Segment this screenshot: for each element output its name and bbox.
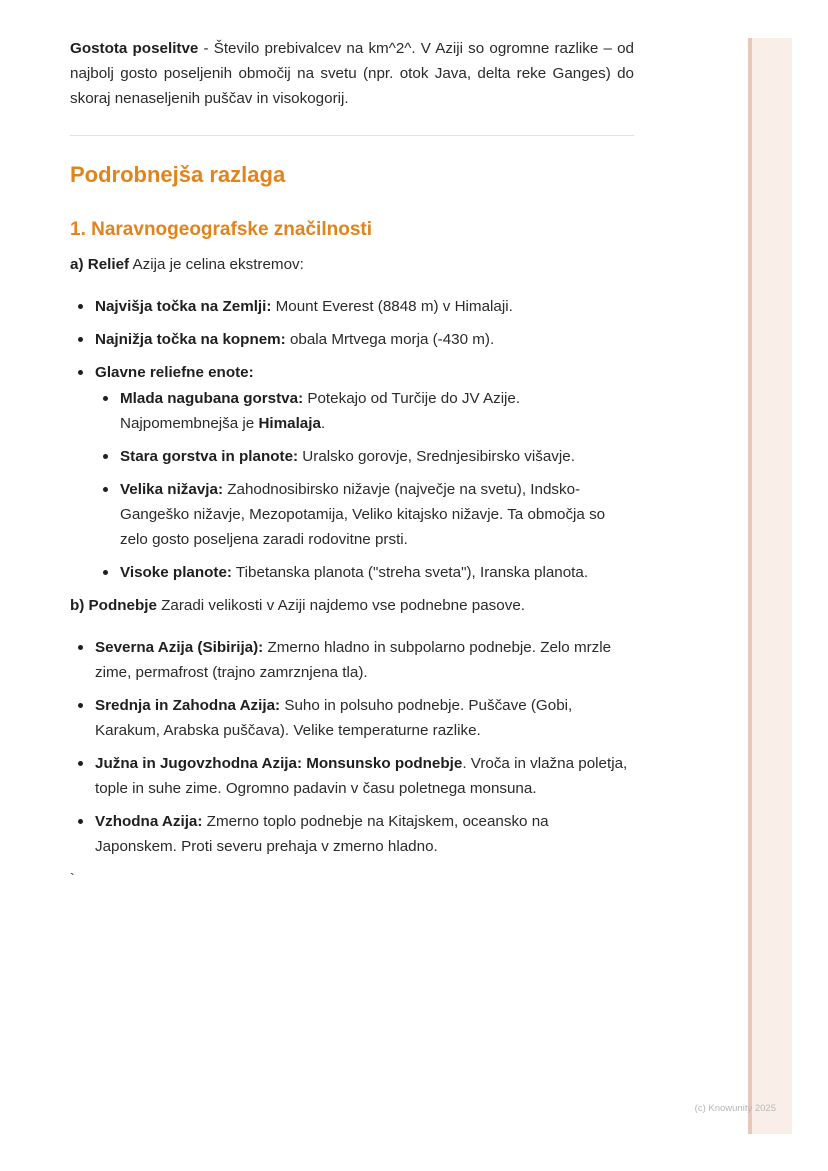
copyright-footer: (c) Knowunity 2025 (694, 1103, 776, 1114)
list-item (95, 635, 634, 685)
sublist-item (120, 477, 634, 552)
relief-sublist (95, 386, 634, 585)
climate-label: b) Podnebje (70, 597, 157, 614)
list-item-text: Mount Everest (8848 m) v Himalaji. (271, 298, 513, 315)
list-item (95, 751, 634, 801)
relief-label: a) Relief (70, 256, 130, 273)
list-item (95, 327, 634, 352)
list-item-term: Glavne reliefne enote: (95, 364, 254, 381)
list-item-term: Najnižja točka na kopnem: (95, 331, 286, 348)
list-item (95, 809, 634, 859)
relief-list (70, 294, 634, 585)
list-item-emphasis: Himalaja (258, 415, 321, 432)
page-side-strip (748, 38, 792, 1134)
list-item-term: Najvišja točka na Zemlji: (95, 298, 272, 315)
list-item-term: Stara gorstva in planote: (120, 448, 299, 465)
sublist-item (120, 386, 634, 436)
list-item-text: Tibetanska planota ("streha sveta"), Iranska planota. (231, 564, 589, 581)
subsection-title: 1. Naravnogeografske značilnosti (70, 219, 372, 240)
list-item-term: Mlada nagubana gorstva: (120, 390, 304, 407)
list-item-term: Visoke planote: (120, 564, 232, 581)
section-title: Podrobnejša razlaga (70, 162, 286, 187)
document-content (70, 36, 634, 887)
list-item-text: . (320, 415, 326, 432)
intro-term: Gostota poselitve (70, 40, 199, 57)
climate-text: Zaradi velikosti v Aziji najdemo vse podnebne pasove. (156, 597, 525, 614)
list-item-text: Zmerno toplo podnebje na Kitajskem, oceansko na Japonskem. Proti severu prehaja v zmerno hladno. (95, 813, 549, 855)
sublist-item (120, 560, 634, 585)
list-item-term: Severna Azija (Sibirija): (95, 639, 264, 656)
section-divider (70, 135, 634, 136)
list-item-term: Južna in Jugovzhodna Azija: Monsunsko podnebje (95, 755, 463, 772)
intro-text: - Število prebivalcev na km^2^. V Aziji so ogromne razlike – od najbolj gosto poseljenih območij na svetu (npr. otok Java, delta reke Ganges) do skoraj nenaseljenih puščav in visokogorij. (70, 40, 634, 107)
list-item-term: Srednja in Zahodna Azija: (95, 697, 281, 714)
list-item (95, 294, 634, 319)
list-item-text: obala Mrtvega morja (-430 m). (285, 331, 495, 348)
intro-paragraph (70, 36, 634, 111)
sublist-item (120, 444, 634, 469)
list-item-text: Potekajo od Turčije do JV Azije. Najpomembnejša je (120, 390, 521, 432)
list-item-text: Suho in polsuho podnebje. Puščave (Gobi, Karakum, Arabska puščava). Velike temperaturne razlike. (95, 697, 573, 739)
climate-list (70, 635, 634, 859)
list-item-text: Zmerno hladno in subpolarno podnebje. Zelo mrzle zime, permafrost (trajno zamrznjena tla). (95, 639, 612, 681)
list-item (95, 360, 634, 585)
list-item-term: Velika nižavja: (120, 481, 223, 498)
stray-mark: ` (70, 870, 75, 886)
relief-intro (70, 252, 634, 277)
climate-intro (70, 593, 634, 618)
list-item-text: . Vroča in vlažna poletja, tople in suhe zime. Ogromno padavin v času poletnega monsuna. (95, 755, 628, 797)
list-item-term: Vzhodna Azija: (95, 813, 203, 830)
list-item (95, 693, 634, 743)
list-item-text: Zahodnosibirsko nižavje (največje na svetu), Indsko-Gangeško nižavje, Mezopotamija, Veliko kitajsko nižavje. Ta območja so zelo gosto poseljena zaradi rodovitne prsti. (120, 481, 606, 548)
relief-text: Azija je celina ekstremov: (129, 256, 304, 273)
list-item-text: Uralsko gorovje, Srednjesibirsko višavje. (298, 448, 575, 465)
